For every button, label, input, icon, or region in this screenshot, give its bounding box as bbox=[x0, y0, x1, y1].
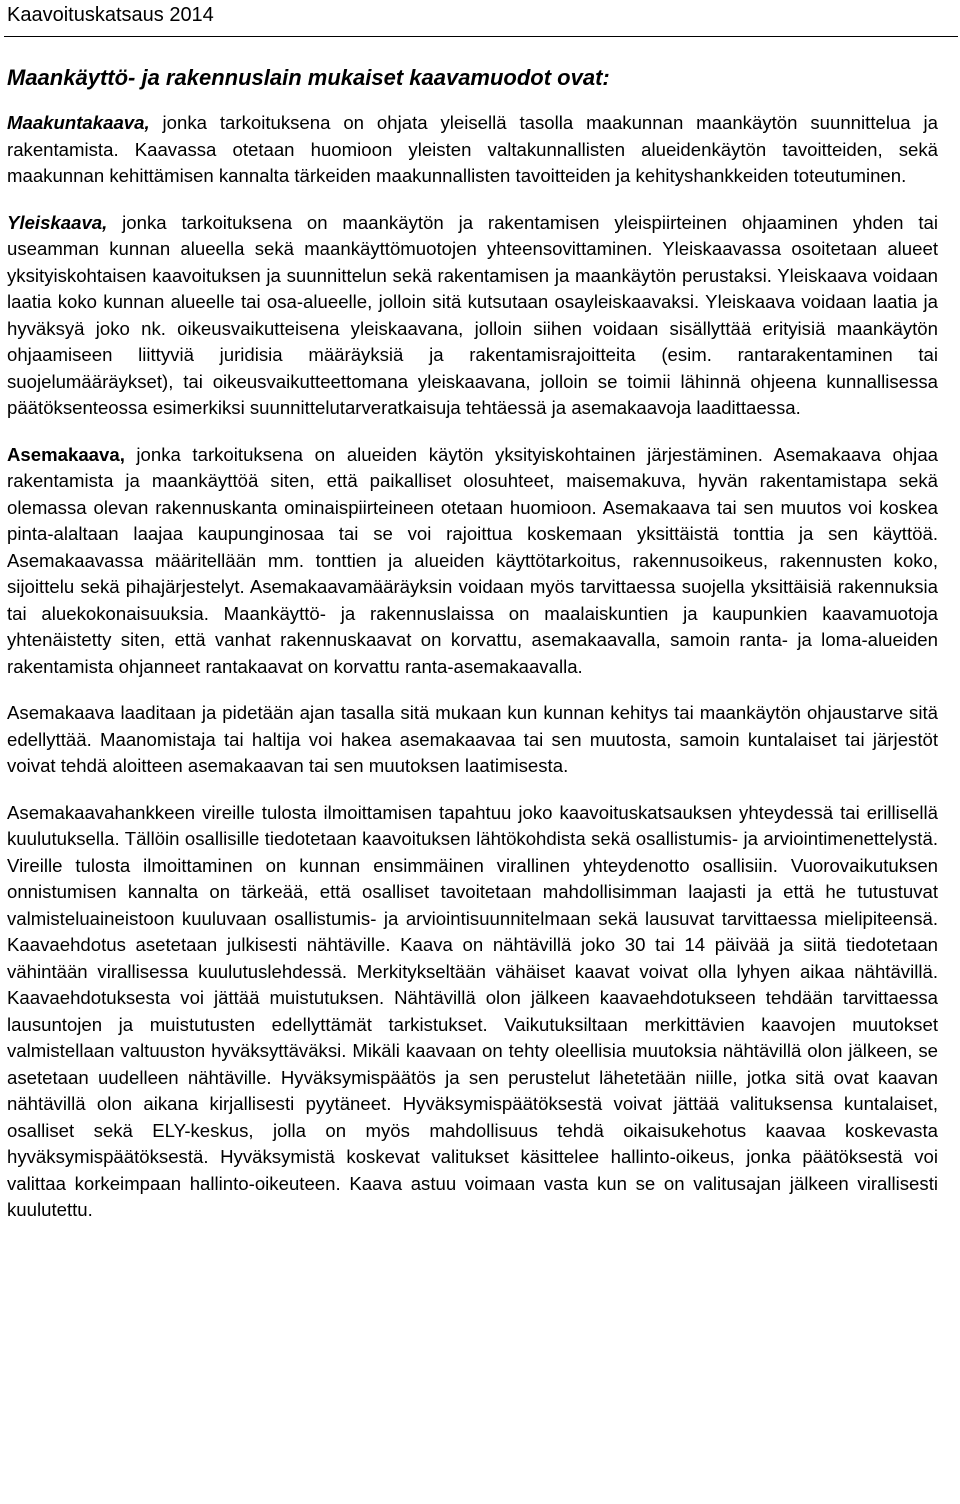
header-divider bbox=[4, 36, 958, 37]
running-header: Kaavoituskatsaus 2014 bbox=[7, 4, 214, 26]
paragraph-text: jonka tarkoituksena on maankäytön ja rakentamisen yleispiirteinen ohjaaminen yhden tai useamman kunnan alueella sekä maankäyttömuotojen yhteensovittaminen. Yleiskaavassa osoitetaan alueet yksityiskohtaisen kaavoituksen ja suunnittelun sekä rakentamisen ja maankäytön perustaksi. Yleiskaava voidaan laatia koko kunnan alueelle tai osa-alueelle, jolloin sitä kutsutaan osayleiskaavaksi. Yleiskaava voidaan laatia ja hyväksyä joko nk. oikeusvaikutteisena yleiskaavana, jolloin siihen voidaan sisällyttää erityisiä maankäytön ohjaamiseen liittyviä juridisia määräyksiä ja rakentamisrajoitteita (esim. rantarakentaminen tai suojelumääräykset), tai oikeusvaikutteettomana yleiskaavana, jolloin se toimii lähinnä ohjeena kunnallisessa päätöksenteossa esimerkiksi suunnittelutarveratkaisuja tehtäessä ja asemakaavoja laadittaessa. bbox=[7, 211, 938, 418]
paragraph-text: Asemakaavahankkeen vireille tulosta ilmoittamisen tapahtuu joko kaavoituskatsauksen yhteydessä tai erillisellä kuulutuksella. Tällöin osallisille tiedotetaan kaavoituksen lähtökohdista sekä osallistumis- ja arviointimenettelystä. Vireille tulosta ilmoittaminen on kunnan ensimmäinen virallinen yhteydenotto osallisiin. Vuorovaikutuksen onnistumisen kannalta on tärkeää, että osalliset tavoitetaan mahdollisimman laajasti ja että he tutustuvat valmisteluaineistoon kuuluvaan osallistumis- ja arviointisuunnitelmaan sekä lausuvat tarvittaessa mielipiteensä. Kaavaehdotus asetetaan julkisesti nähtäville. Kaava on nähtävillä joko 30 tai 14 päivää ja siitä tiedotetaan vähintään virallisessa kuulutuslehdessä. Merkitykseltään vähäiset kaavat voivat olla lyhyen aikaa nähtävillä. Kaavaehdotuksesta voi jättää muistutuksen. Nähtävillä olon jälkeen kaavaehdotukseen tehdään tarvittaessa lausuntojen ja muistutusten edellyttämät tarkistukset. Vaikutuksiltaan merkittävien kaavojen muutokset valmistellaan valtuuston hyväksyttäväksi. Mikäli kaavaan on tehty oleellisia muutoksia nähtävillä olon jälkeen, se asetetaan uudelleen nähtäville. Hyväksymispäätös ja sen perustelut lähetetään niille, jotka sitä ovat kaavan nähtävillä olon aikana kirjallisesti pyytäneet. Hyväksymispäätöksestä voivat jättää valituksensa kuntalaiset, osalliset sekä ELY-keskus, jolla on myös mahdollisuus tehdä oikaisukehotus kaavaa koskevasta hyväksymispäätöksestä. Hyväksymistä koskevat valitukset käsittelee hallinto-oikeus, jonka päätöksestä voi valittaa korkeimpaan hallinto-oikeuteen. Kaava astuu voimaan vasta kun se on valitusajan jälkeen virallisesti kuulutettu. bbox=[7, 801, 938, 1220]
term-yleiskaava: Yleiskaava, bbox=[7, 211, 108, 233]
paragraph-text: Asemakaava laaditaan ja pidetään ajan tasalla sitä mukaan kun kunnan kehitys tai maankäytön ohjaustarve sitä edellyttää. Maanomistaja tai haltija voi hakea asemakaavaa tai sen muutosta, samoin kuntalaiset tai järjestöt voivat tehdä aloitteen asemakaavan tai sen muutoksen laatimisesta. bbox=[7, 702, 938, 776]
term-asemakaava: Asemakaava, bbox=[7, 443, 125, 465]
page-title: Maankäyttö- ja rakennuslain mukaiset kaavamuodot ovat: bbox=[7, 65, 610, 90]
paragraph-asemakaava-update bbox=[7, 700, 938, 780]
paragraph-maakuntakaava bbox=[7, 110, 938, 190]
paragraph-asemakaava-process bbox=[7, 800, 938, 1224]
paragraph-text: jonka tarkoituksena on ohjata yleisellä tasolla maakunnan maankäytön suunnittelua ja rakentamista. Kaavassa otetaan huomioon yleisten valtakunnallisten alueidenkäytön tavoitteiden, sekä maakunnan kehittämisen kannalta tärkeiden maakunnallisten tavoitteiden ja kehityshankkeiden toteutuminen. bbox=[7, 112, 938, 186]
term-maakuntakaava: Maakuntakaava, bbox=[7, 112, 150, 133]
paragraph-asemakaava bbox=[7, 442, 938, 681]
document-body bbox=[7, 110, 938, 1244]
paragraph-text: jonka tarkoituksena on alueiden käytön yksityiskohtainen järjestäminen. Asemakaava ohjaa rakentamista ja maankäyttöä siten, että paikalliset olosuhteet, maisemakuva, hyvän rakentamistapa sekä olemassa olevan rakennuskanta ominaispiirteineen otetaan huomioon. Asemakaava tai sen muutos voi koskea pinta-alaltaan laajaa kaupunginosaa tai se voi rajoittua koskemaan yksittäistä tonttia ja sen käyttöä. Asemakaavassa määritellään mm. tonttien ja alueiden käyttötarkoitus, rakennusoikeus, rakennusten koko, sijoittelu sekä pihajärjestelyt. Asemakaavamääräyksin voidaan myös tarvittaessa suojella yksittäisiä rakennuksia tai aluekokonaisuuksia. Maankäyttö- ja rakennuslaissa on maalaiskuntien ja kaupunkien kaavamuotoja yhtenäistetty siten, että vanhat rakennuskaavat on korvattu, asemakaavalla, samoin ranta- ja loma-alueiden rakentamista ohjanneet rantakaavat on korvattu ranta-asemakaavalla. bbox=[7, 443, 938, 677]
paragraph-yleiskaava bbox=[7, 210, 938, 422]
